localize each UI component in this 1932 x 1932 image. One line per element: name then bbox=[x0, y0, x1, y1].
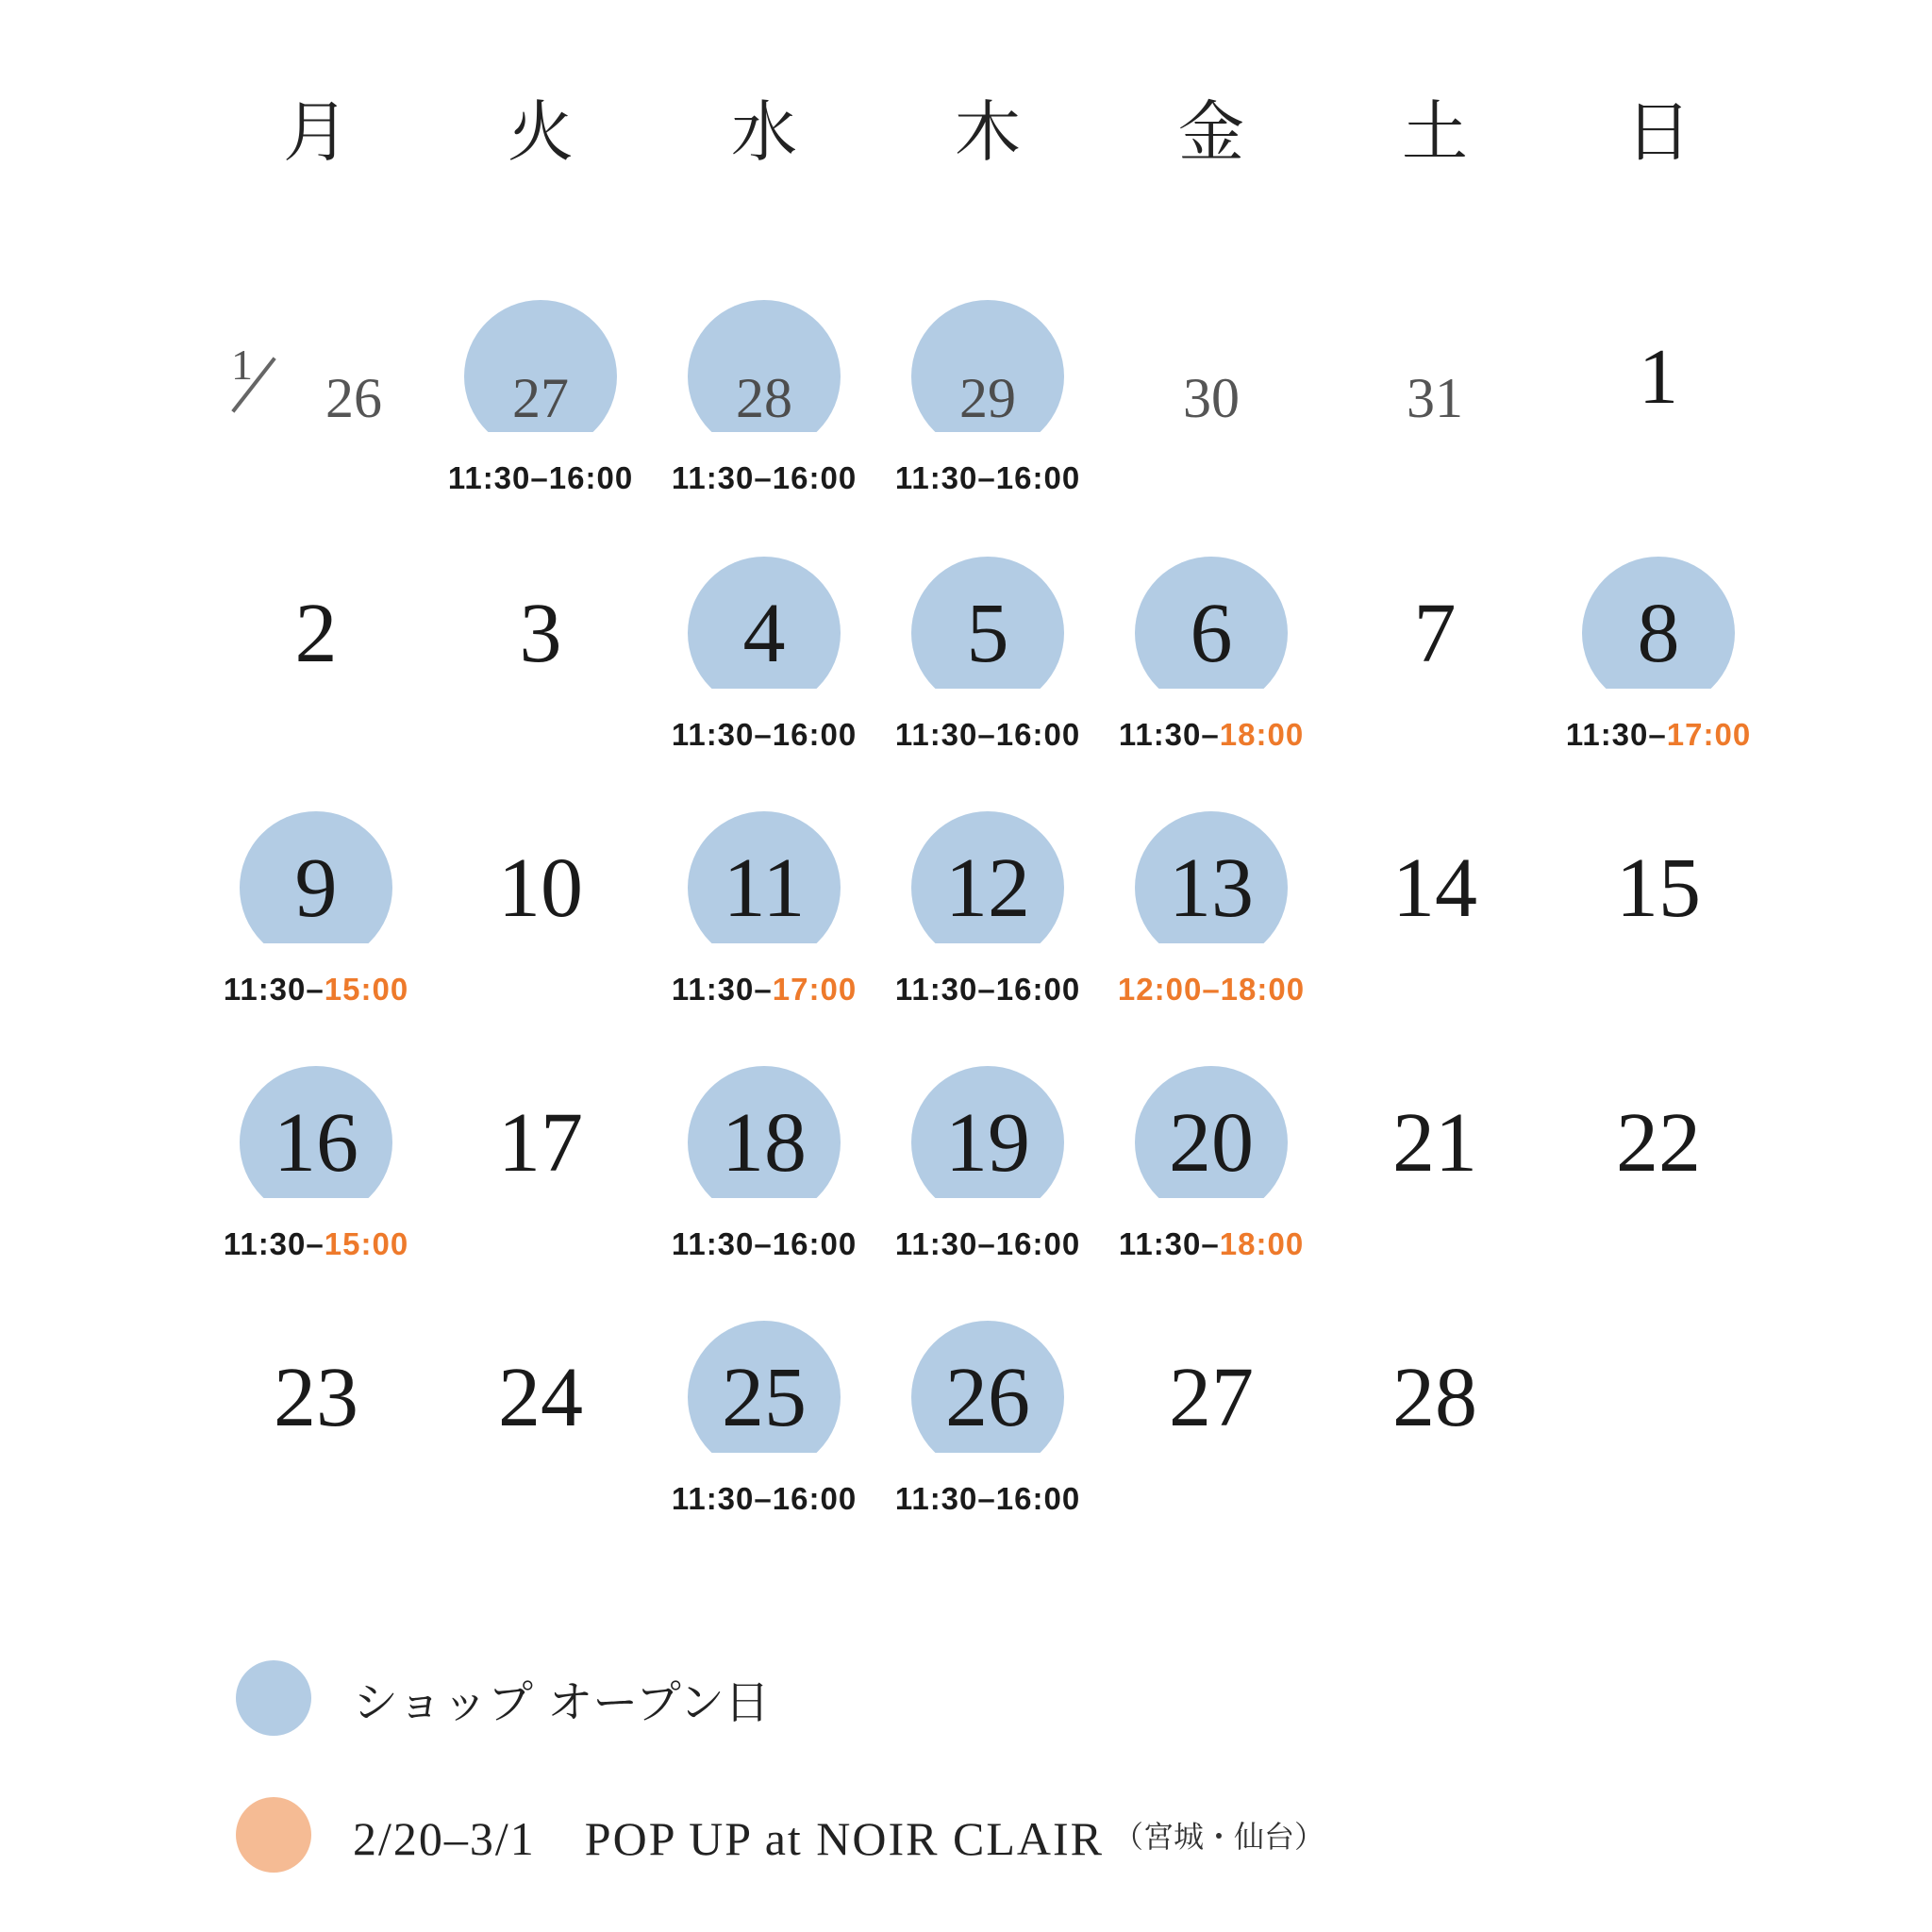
day-cell bbox=[1322, 1058, 1548, 1275]
hours-start: 11:30 bbox=[223, 972, 307, 1007]
hours-start: 11:30 bbox=[894, 972, 978, 1007]
day-number: 1 bbox=[1639, 333, 1678, 421]
hours-end: 17:00 bbox=[1666, 717, 1752, 752]
hours-dash: – bbox=[1201, 717, 1220, 752]
day-number: 2 bbox=[294, 587, 338, 680]
hours-end: 16:00 bbox=[995, 972, 1081, 1007]
open-hours bbox=[418, 460, 663, 496]
hours-start: 11:30 bbox=[894, 1481, 978, 1516]
day-cell bbox=[427, 292, 654, 509]
hours-start: 11:30 bbox=[223, 1226, 307, 1261]
hours-end: 16:00 bbox=[995, 717, 1081, 752]
day-number: 21 bbox=[1392, 1096, 1477, 1190]
hours-dash: – bbox=[1202, 972, 1221, 1007]
day-cell bbox=[874, 1058, 1101, 1275]
day-cell bbox=[651, 1058, 877, 1275]
day-cell bbox=[203, 549, 429, 766]
weekday-header: 日 bbox=[1625, 93, 1691, 171]
open-hours bbox=[641, 1226, 887, 1262]
day-number: 29 bbox=[959, 367, 1016, 429]
hours-start: 11:30 bbox=[671, 972, 755, 1007]
day-number: 5 bbox=[966, 587, 1009, 680]
hours-end: 16:00 bbox=[548, 460, 634, 495]
day-cell bbox=[1545, 292, 1772, 509]
hours-dash: – bbox=[977, 717, 996, 752]
hours-end: 16:00 bbox=[772, 1226, 858, 1261]
hours-dash: – bbox=[1648, 717, 1667, 752]
day-number: 18 bbox=[722, 1096, 807, 1190]
hours-start: 11:30 bbox=[671, 460, 755, 495]
day-cell bbox=[203, 1313, 429, 1530]
day-number: 8 bbox=[1637, 587, 1680, 680]
day-number: 11 bbox=[723, 841, 806, 935]
hours-end: 16:00 bbox=[772, 1481, 858, 1516]
day-number: 20 bbox=[1169, 1096, 1254, 1190]
day-cell bbox=[1322, 292, 1548, 509]
day-cell bbox=[1098, 1058, 1324, 1275]
open-hours bbox=[641, 460, 887, 496]
day-number: 30 bbox=[1183, 367, 1240, 429]
legend-popup-location: （宮城・仙台） bbox=[1113, 1819, 1325, 1855]
day-cell bbox=[203, 1058, 429, 1275]
day-cell bbox=[874, 804, 1101, 1021]
hours-end: 16:00 bbox=[995, 460, 1081, 495]
day-number: 17 bbox=[498, 1096, 583, 1190]
hours-end: 18:00 bbox=[1219, 1226, 1305, 1261]
hours-dash: – bbox=[977, 460, 996, 495]
day-cell bbox=[203, 804, 429, 1021]
hours-start: 11:30 bbox=[894, 460, 978, 495]
legend-popup-dot bbox=[236, 1797, 311, 1873]
open-hours bbox=[865, 460, 1110, 496]
day-cell bbox=[874, 1313, 1101, 1530]
day-cell bbox=[1545, 1058, 1772, 1275]
day-number: 6 bbox=[1190, 587, 1233, 680]
day-number: 31 bbox=[1407, 367, 1463, 429]
day-number: 10 bbox=[498, 841, 583, 935]
hours-dash: – bbox=[977, 1481, 996, 1516]
day-number: 7 bbox=[1413, 587, 1457, 680]
hours-end: 16:00 bbox=[995, 1481, 1081, 1516]
legend-open-label: ショップ オープン日 bbox=[353, 1675, 770, 1729]
day-cell bbox=[1098, 804, 1324, 1021]
day-number: 12 bbox=[945, 841, 1030, 935]
day-cell bbox=[1322, 804, 1548, 1021]
open-hours bbox=[641, 972, 887, 1008]
hours-end: 18:00 bbox=[1219, 717, 1305, 752]
day-cell bbox=[1098, 549, 1324, 766]
day-number: 28 bbox=[1392, 1351, 1477, 1444]
day-number: 23 bbox=[274, 1351, 358, 1444]
day-number: 26 bbox=[325, 367, 382, 429]
day-cell bbox=[1098, 1313, 1324, 1530]
weekday-header: 木 bbox=[955, 93, 1021, 171]
open-hours bbox=[641, 717, 887, 753]
hours-start: 11:30 bbox=[671, 1481, 755, 1516]
day-number: 19 bbox=[945, 1096, 1030, 1190]
legend-popup-row bbox=[236, 1792, 1324, 1877]
day-cell bbox=[427, 804, 654, 1021]
day-cell bbox=[651, 1313, 877, 1530]
day-number: 16 bbox=[274, 1096, 358, 1190]
open-hours bbox=[1089, 717, 1334, 753]
day-cell bbox=[651, 292, 877, 509]
day-cell bbox=[1545, 804, 1772, 1021]
day-cell bbox=[874, 292, 1101, 509]
hours-start: 11:30 bbox=[1118, 1226, 1202, 1261]
hours-start: 11:30 bbox=[894, 717, 978, 752]
day-number: 22 bbox=[1616, 1096, 1701, 1190]
legend-open-row bbox=[236, 1656, 770, 1740]
hours-start: 12:00 bbox=[1117, 972, 1203, 1007]
day-number: 14 bbox=[1392, 841, 1477, 935]
hours-dash: – bbox=[754, 1481, 773, 1516]
hours-dash: – bbox=[754, 460, 773, 495]
day-cell bbox=[427, 1313, 654, 1530]
day-cell bbox=[1322, 549, 1548, 766]
weekday-header: 金 bbox=[1178, 93, 1244, 171]
day-number: 3 bbox=[519, 587, 562, 680]
open-hours bbox=[865, 1226, 1110, 1262]
weekday-header: 火 bbox=[508, 93, 574, 171]
hours-dash: – bbox=[530, 460, 549, 495]
hours-end: 15:00 bbox=[324, 1226, 409, 1261]
hours-end: 17:00 bbox=[772, 972, 858, 1007]
open-hours bbox=[1089, 1226, 1334, 1262]
day-cell bbox=[874, 549, 1101, 766]
day-number: 15 bbox=[1616, 841, 1701, 935]
weekday-header: 土 bbox=[1402, 93, 1468, 171]
hours-start: 11:30 bbox=[671, 717, 755, 752]
legend-popup-label: 2/20–3/1 POP UP at NOIR CLAIR bbox=[353, 1812, 1105, 1865]
day-number: 9 bbox=[294, 841, 338, 935]
open-hours bbox=[865, 972, 1110, 1008]
hours-dash: – bbox=[977, 1226, 996, 1261]
day-number: 27 bbox=[512, 367, 569, 429]
day-number: 4 bbox=[742, 587, 786, 680]
hours-dash: – bbox=[306, 972, 325, 1007]
day-cell bbox=[427, 549, 654, 766]
legend-open-dot bbox=[236, 1660, 311, 1736]
day-number: 26 bbox=[945, 1351, 1030, 1444]
open-hours bbox=[193, 972, 439, 1008]
hours-start: 11:30 bbox=[1118, 717, 1202, 752]
hours-end: 16:00 bbox=[772, 460, 858, 495]
hours-dash: – bbox=[977, 972, 996, 1007]
open-hours bbox=[1536, 717, 1781, 753]
open-hours bbox=[193, 1226, 439, 1262]
day-number: 28 bbox=[736, 367, 792, 429]
hours-start: 11:30 bbox=[894, 1226, 978, 1261]
open-hours bbox=[865, 1481, 1110, 1517]
day-cell bbox=[651, 804, 877, 1021]
hours-dash: – bbox=[754, 1226, 773, 1261]
day-number: 24 bbox=[498, 1351, 583, 1444]
day-cell bbox=[427, 1058, 654, 1275]
hours-end: 16:00 bbox=[772, 717, 858, 752]
month-prefix: 1 bbox=[231, 341, 253, 389]
hours-end: 16:00 bbox=[995, 1226, 1081, 1261]
hours-start: 11:30 bbox=[447, 460, 531, 495]
open-hours bbox=[865, 717, 1110, 753]
day-cell bbox=[203, 292, 429, 509]
day-cell bbox=[651, 549, 877, 766]
hours-dash: – bbox=[1201, 1226, 1220, 1261]
open-hours bbox=[1089, 972, 1334, 1008]
day-number: 13 bbox=[1169, 841, 1254, 935]
hours-dash: – bbox=[754, 972, 773, 1007]
weekday-header: 水 bbox=[731, 93, 797, 171]
hours-start: 11:30 bbox=[671, 1226, 755, 1261]
open-hours bbox=[641, 1481, 887, 1517]
hours-dash: – bbox=[306, 1226, 325, 1261]
day-cell bbox=[1322, 1313, 1548, 1530]
hours-end: 15:00 bbox=[324, 972, 409, 1007]
day-cell bbox=[1545, 549, 1772, 766]
day-number: 25 bbox=[722, 1351, 807, 1444]
hours-dash: – bbox=[754, 717, 773, 752]
hours-start: 11:30 bbox=[1565, 717, 1649, 752]
hours-end: 18:00 bbox=[1220, 972, 1306, 1007]
weekday-header: 月 bbox=[283, 93, 349, 171]
day-number: 27 bbox=[1169, 1351, 1254, 1444]
day-cell bbox=[1098, 292, 1324, 509]
